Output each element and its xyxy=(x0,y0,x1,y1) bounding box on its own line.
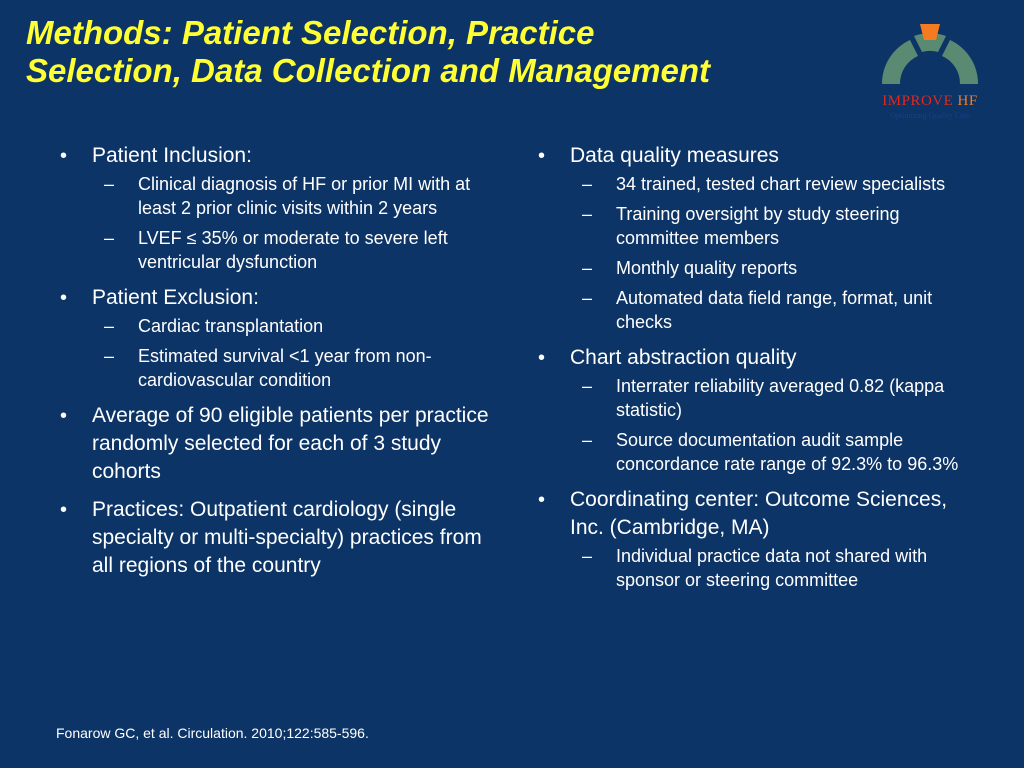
bullet-text: Patient Exclusion: xyxy=(92,286,259,309)
sub-bullet-text: Cardiac transplantation xyxy=(138,316,324,336)
bullet-item xyxy=(534,142,974,334)
bullet-text: Chart abstraction quality xyxy=(570,346,797,369)
slide-title xyxy=(26,14,866,90)
bullet-text: Patient Inclusion: xyxy=(92,144,252,167)
dash-marker: – xyxy=(104,316,115,336)
sub-bullet-item xyxy=(92,344,506,392)
dash-marker: – xyxy=(104,228,115,248)
dash-marker: – xyxy=(582,376,593,396)
bullet-marker: • xyxy=(538,489,546,511)
bullet-item xyxy=(56,284,506,392)
sub-bullet-item xyxy=(570,544,974,592)
bullet-text: Coordinating center: Outcome Sciences, Inc. (Cambridge, MA) xyxy=(570,488,948,539)
bullet-item xyxy=(56,496,506,580)
right-column xyxy=(534,142,974,602)
title-line-2: Selection, Data Collection and Management xyxy=(26,52,710,89)
bullet-marker: • xyxy=(60,499,68,521)
sub-bullet-text: Monthly quality reports xyxy=(616,258,798,278)
sub-bullet-list xyxy=(92,172,506,274)
sub-bullet-item xyxy=(570,374,974,422)
dash-marker: – xyxy=(582,288,593,308)
bullet-marker: • xyxy=(60,405,68,427)
title-line-1: Methods: Patient Selection, Practice xyxy=(26,14,595,51)
sub-bullet-list xyxy=(570,172,974,334)
logo-arc-icon xyxy=(874,22,986,86)
bullet-text: Practices: Outpatient cardiology (single specialty or multi-specialty) practices from all regions of the country xyxy=(92,498,482,577)
bullet-item xyxy=(56,402,506,486)
right-bullet-list xyxy=(534,142,974,592)
sub-bullet-item xyxy=(570,256,974,280)
sub-bullet-item xyxy=(570,202,974,250)
sub-bullet-text: Training oversight by study steering committee members xyxy=(616,204,900,248)
sub-bullet-text: Source documentation audit sample concordance rate range of 92.3% to 96.3% xyxy=(616,430,959,474)
bullet-marker: • xyxy=(538,145,546,167)
sub-bullet-text: Estimated survival <1 year from non-cardiovascular condition xyxy=(138,346,432,390)
bullet-marker: • xyxy=(60,287,68,309)
bullet-marker: • xyxy=(538,347,546,369)
sub-bullet-list xyxy=(570,544,974,592)
sub-bullet-text: LVEF ≤ 35% or moderate to severe left ventricular dysfunction xyxy=(138,228,448,272)
dash-marker: – xyxy=(104,346,115,366)
dash-marker: – xyxy=(582,546,593,566)
bullet-text: Average of 90 eligible patients per practice randomly selected for each of 3 study cohorts xyxy=(92,404,489,483)
sub-bullet-list xyxy=(570,374,974,476)
sub-bullet-item xyxy=(570,428,974,476)
dash-marker: – xyxy=(582,258,593,278)
dash-marker: – xyxy=(104,174,115,194)
dash-marker: – xyxy=(582,174,593,194)
improve-hf-logo xyxy=(858,22,998,122)
left-column xyxy=(56,142,506,590)
bullet-item xyxy=(534,344,974,476)
logo-tagline: Optimizing Quality Care xyxy=(890,111,970,120)
bullet-item xyxy=(56,142,506,274)
bullet-item xyxy=(534,486,974,592)
sub-bullet-item xyxy=(570,172,974,196)
bullet-marker: • xyxy=(60,145,68,167)
sub-bullet-text: Interrater reliability averaged 0.82 (kappa statistic) xyxy=(616,376,945,420)
sub-bullet-text: Clinical diagnosis of HF or prior MI with at least 2 prior clinic visits within 2 years xyxy=(138,174,471,218)
dash-marker: – xyxy=(582,204,593,224)
sub-bullet-text: 34 trained, tested chart review specialists xyxy=(616,174,946,194)
sub-bullet-item xyxy=(570,286,974,334)
sub-bullet-item xyxy=(92,314,506,338)
left-bullet-list xyxy=(56,142,506,580)
dash-marker: – xyxy=(582,430,593,450)
sub-bullet-item xyxy=(92,172,506,220)
sub-bullet-list xyxy=(92,314,506,392)
sub-bullet-item xyxy=(92,226,506,274)
citation: Fonarow GC, et al. Circulation. 2010;122:585-596. xyxy=(56,725,369,741)
bullet-text: Data quality measures xyxy=(570,144,779,167)
sub-bullet-text: Automated data field range, format, unit checks xyxy=(616,288,933,332)
sub-bullet-text: Individual practice data not shared with sponsor or steering committee xyxy=(616,546,928,590)
logo-wordmark: IMPROVE HF xyxy=(882,93,978,109)
